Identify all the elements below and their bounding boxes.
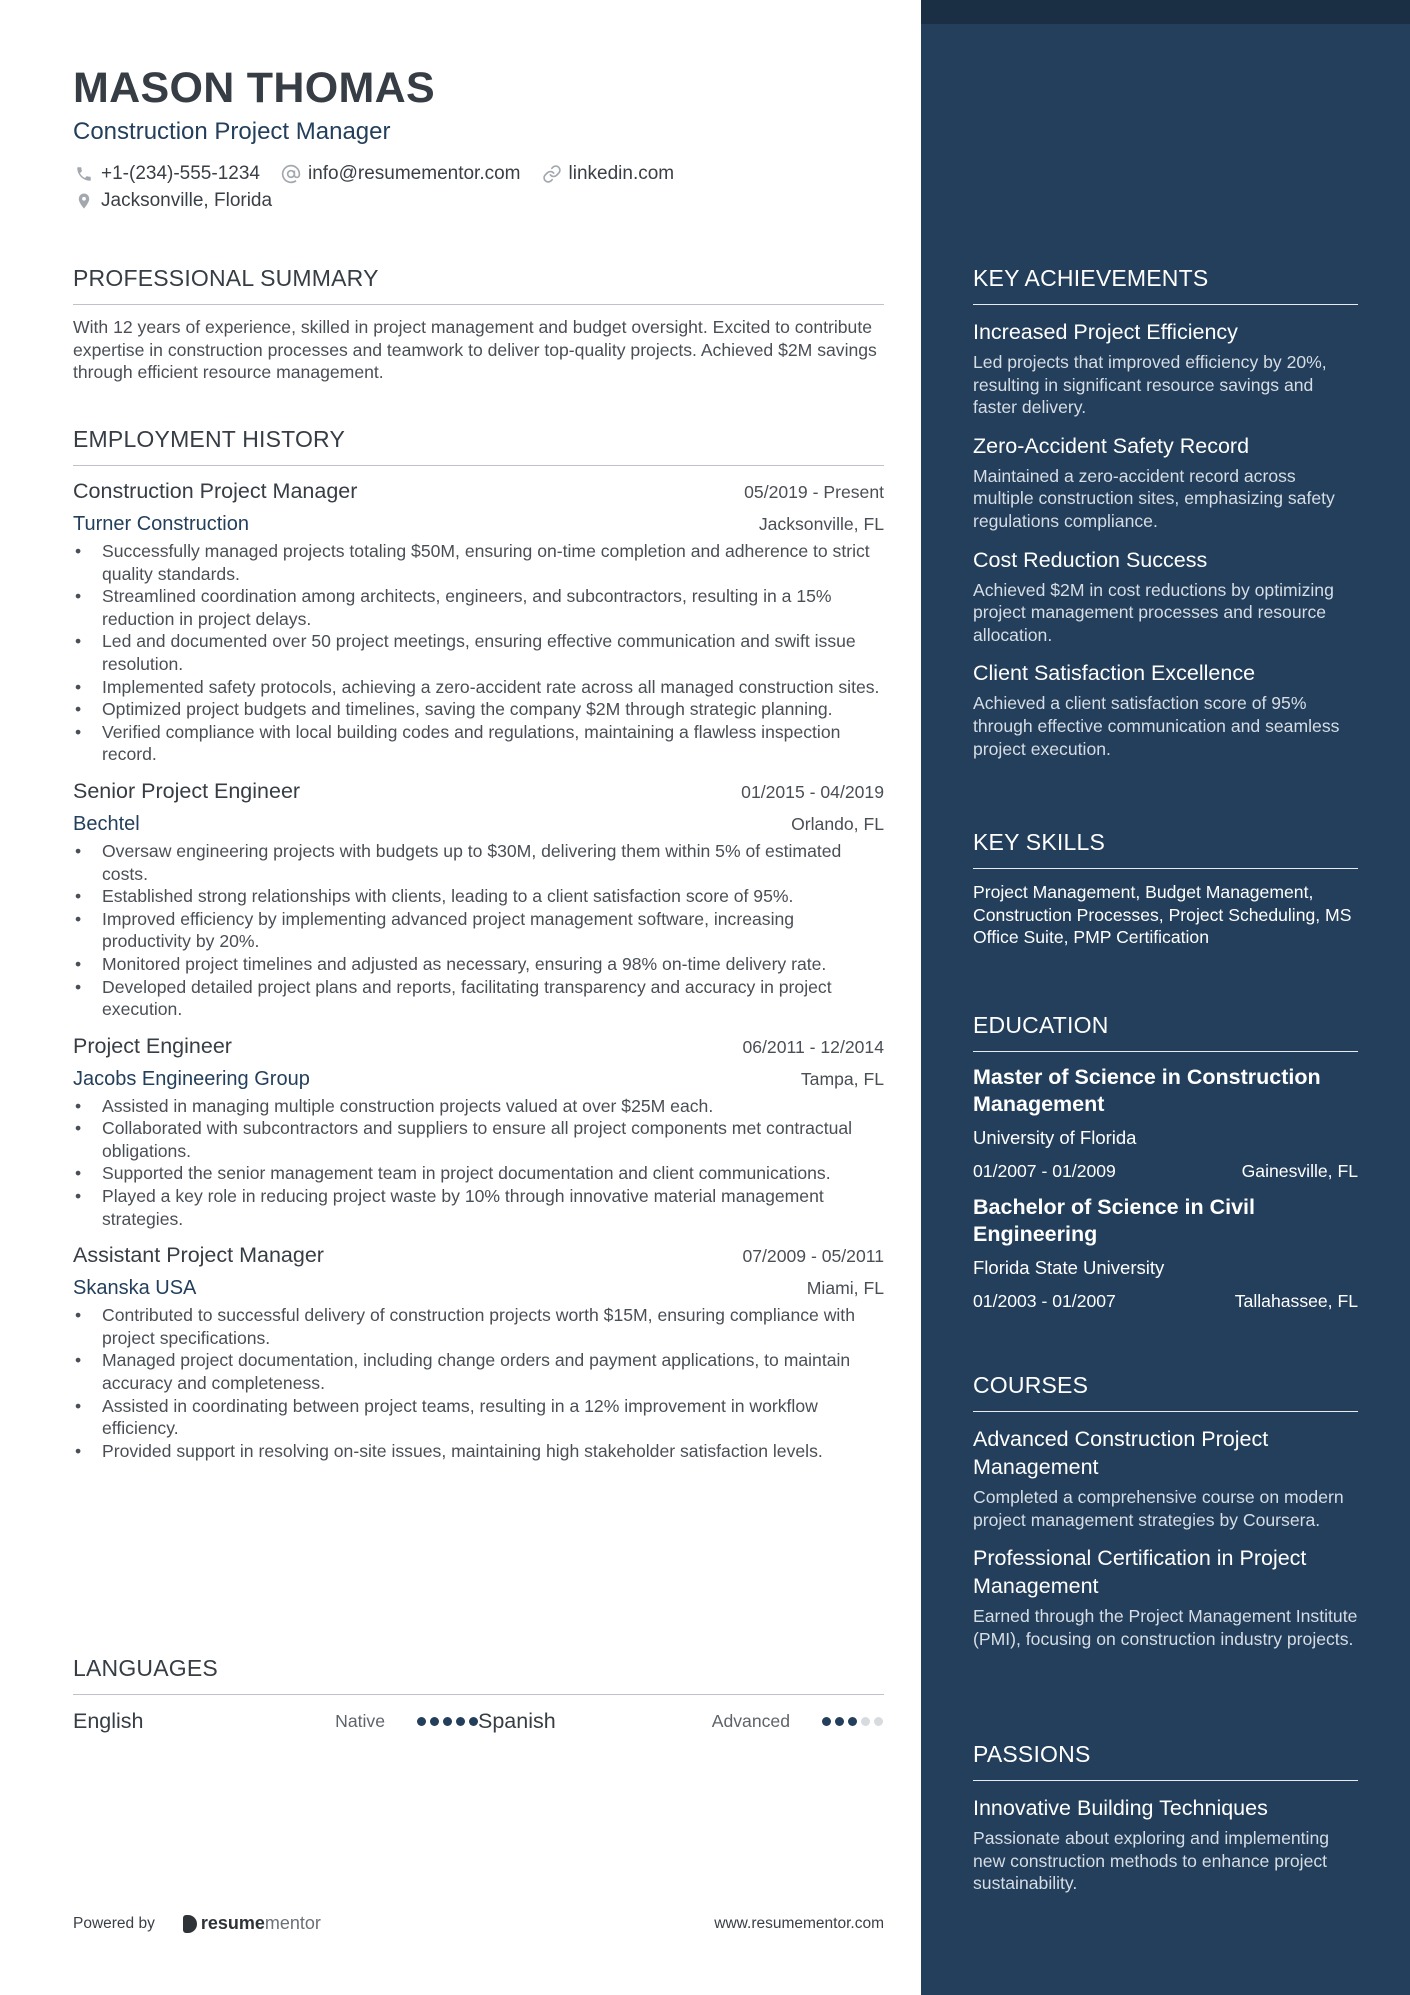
job-subheader (73, 813, 884, 840)
company-name: Jacobs Engineering Group (73, 1067, 310, 1090)
languages-section (73, 1655, 884, 1743)
website-link[interactable]: www.resumementor.com (714, 1914, 884, 1932)
school: University of Florida (973, 1127, 1137, 1148)
brand-light-text: mentor (264, 1913, 321, 1933)
key-achievements-section (973, 265, 1358, 760)
proficiency-dots (417, 1717, 478, 1726)
language-item (478, 1709, 883, 1734)
education-list (973, 1064, 1358, 1312)
bullet-item: • Optimized project budgets and timelines, saving the company $2M through strategic planning. (73, 698, 884, 721)
company-name: Turner Construction (73, 513, 249, 535)
job-header (73, 479, 884, 509)
proficiency-dot (861, 1717, 870, 1726)
education-meta (973, 1291, 1358, 1312)
bullet-item: • Provided support in resolving on-site issues, maintaining high stakeholder satisfaction levels. (73, 1440, 884, 1463)
job-entry (73, 479, 884, 766)
proficiency-dot (469, 1717, 478, 1726)
course (973, 1544, 1358, 1650)
job-subheader (73, 513, 884, 540)
company-name: Skanska USA (73, 1277, 197, 1300)
job-location: Jacksonville, FL (758, 514, 884, 534)
bullet-item: • Implemented safety protocols, achieving a zero-accident rate across all managed construction sites. (73, 676, 884, 699)
achievement-description: Led projects that improved efficiency by 20%, resulting in significant resource savings and faster delivery. (973, 352, 1327, 418)
language-name: English (73, 1708, 144, 1733)
language-level: Advanced (711, 1710, 790, 1731)
powered-by-text: Powered by (73, 1914, 155, 1932)
bullet-item: • Streamlined coordination among architects, engineers, and subcontractors, resulting in a 15% reduction in project delays. (73, 585, 884, 630)
course-description: Earned through the Project Management Institute (PMI), focusing on construction industry projects. (973, 1606, 1358, 1649)
section-title: KEY ACHIEVEMENTS (973, 265, 1358, 305)
achievement-description: Maintained a zero-accident record across multiple construction sites, emphasizing safety regulations compliance. (973, 465, 1335, 531)
bullet-item: • Assisted in managing multiple construction projects valued at over $25M each. (73, 1095, 884, 1118)
job-entry (73, 1034, 884, 1231)
achievement-list (973, 318, 1358, 760)
achievement-title: Increased Project Efficiency (973, 320, 1238, 344)
proficiency-dot (835, 1717, 844, 1726)
proficiency-dot (874, 1717, 883, 1726)
course (973, 1425, 1358, 1531)
course-title: Professional Certification in Project Management (973, 1546, 1307, 1599)
bullet-item: • Contributed to successful delivery of construction projects worth $15M, ensuring compliance with project specifications. (73, 1304, 884, 1349)
bullet-item: • Collaborated with subcontractors and suppliers to ensure all project components met contractual obligations. (73, 1117, 884, 1162)
job-location: Tampa, FL (800, 1068, 884, 1089)
job-bullets (73, 1304, 884, 1462)
achievement (973, 659, 1358, 760)
achievement-description: Achieved $2M in cost reductions by optimizing project management processes and resource allocation. (973, 579, 1334, 645)
contact-info (73, 160, 873, 214)
job-subheader (73, 1068, 884, 1095)
bullet-item: • Verified compliance with local building codes and regulations, maintaining a flawless inspection record. (73, 721, 884, 766)
footer (73, 1913, 884, 1934)
job-location: Miami, FL (806, 1278, 884, 1299)
employment-history-section (73, 426, 884, 1462)
bullet-item: • Developed detailed project plans and reports, facilitating transparency and accuracy in project execution. (73, 976, 884, 1021)
achievement (973, 318, 1358, 419)
education-section (973, 1012, 1358, 1312)
link-icon (541, 163, 563, 185)
professional-summary-section (73, 265, 884, 384)
location-contact (73, 190, 272, 212)
summary-text: With 12 years of experience, skilled in project management and budget oversight. Excited to contribute expertise in construction processes and teamwork to deliver top-quality projects. Achieved $2M savings through efficient resource management. (73, 317, 877, 383)
job-header (73, 1034, 884, 1064)
job-dates: 05/2019 - Present (744, 482, 884, 502)
proficiency-dot (430, 1717, 439, 1726)
school: Florida State University (973, 1257, 1165, 1278)
course-list (973, 1425, 1358, 1650)
proficiency-dot (443, 1717, 452, 1726)
section-title: PROFESSIONAL SUMMARY (73, 265, 884, 305)
education-location: Tallahassee, FL (1234, 1291, 1358, 1311)
job-entry (73, 1243, 884, 1462)
candidate-role: Construction Project Manager (73, 118, 391, 145)
course-title: Advanced Construction Project Management (973, 1427, 1269, 1479)
linkedin-text: linkedin.com (568, 162, 675, 184)
achievement-title: Client Satisfaction Excellence (973, 661, 1256, 686)
job-dates: 01/2015 - 04/2019 (741, 781, 884, 802)
logo-mark-icon (183, 1915, 197, 1933)
job-title: Construction Project Manager (73, 479, 358, 503)
email-contact[interactable] (280, 163, 521, 185)
linkedin-contact[interactable] (541, 163, 675, 185)
proficiency-dot (456, 1717, 465, 1726)
job-entry (73, 779, 884, 1021)
education-dates: 01/2003 - 01/2007 (973, 1291, 1116, 1311)
course-description: Completed a comprehensive course on modern project management strategies by Coursera. (973, 1487, 1344, 1530)
achievement-description: Achieved a client satisfaction score of 95% through effective communication and seamless project execution. (973, 693, 1340, 759)
sidebar-top-bar (921, 0, 1410, 24)
phone-icon (73, 163, 95, 185)
passions-section (973, 1741, 1358, 1895)
job-header (73, 1243, 884, 1273)
job-title: Project Engineer (73, 1033, 232, 1058)
language-list (73, 1699, 884, 1743)
key-skills-section (973, 829, 1358, 949)
job-title: Senior Project Engineer (73, 778, 301, 803)
section-title: PASSIONS (973, 1741, 1358, 1781)
sidebar (921, 0, 1410, 1995)
bullet-item: • Played a key role in reducing project waste by 10% through innovative material management strategies. (73, 1185, 884, 1230)
job-list (73, 479, 884, 1462)
phone-text: +1-(234)-555-1234 (101, 162, 260, 184)
language-level: Native (335, 1710, 385, 1731)
education-entry (973, 1064, 1358, 1182)
achievement (973, 546, 1358, 647)
job-dates: 07/2009 - 05/2011 (742, 1246, 884, 1267)
job-title: Assistant Project Manager (73, 1243, 324, 1268)
job-bullets (73, 540, 884, 766)
bullet-item: • Successfully managed projects totaling $50M, ensuring on-time completion and adherence to strict quality standards. (73, 540, 884, 585)
education-dates: 01/2007 - 01/2009 (973, 1161, 1116, 1181)
job-subheader (73, 1277, 884, 1304)
proficiency-dot (848, 1717, 857, 1726)
passion-description: Passionate about exploring and implementing new construction methods to enhance project sustainability. (973, 1828, 1330, 1894)
job-location: Orlando, FL (791, 813, 884, 834)
job-bullets (73, 840, 884, 1021)
achievement (973, 432, 1358, 533)
location-pin-icon (73, 190, 95, 212)
location-text: Jacksonville, Florida (101, 189, 273, 211)
at-icon (280, 163, 302, 185)
courses-section (973, 1372, 1358, 1650)
achievement-title: Zero-Accident Safety Record (973, 433, 1250, 458)
language-item (73, 1709, 478, 1734)
email-text: info@resumementor.com (307, 162, 521, 184)
section-title: EMPLOYMENT HISTORY (73, 426, 884, 466)
proficiency-dot (417, 1717, 426, 1726)
passion-title: Innovative Building Techniques (973, 1796, 1268, 1820)
bullet-item: • Managed project documentation, including change orders and payment applications, to maintain accuracy and completeness. (73, 1349, 884, 1394)
language-name: Spanish (478, 1708, 556, 1733)
job-dates: 06/2011 - 12/2014 (742, 1036, 884, 1057)
resumementor-logo[interactable] (183, 1913, 321, 1934)
proficiency-dots (822, 1717, 883, 1726)
bullet-item: • Supported the senior management team in project documentation and client communications. (73, 1162, 884, 1185)
skills-text: Project Management, Budget Management, Construction Processes, Project Scheduling, MS Office Suite, PMP Certification (973, 882, 1352, 948)
degree: Master of Science in Construction Management (973, 1065, 1321, 1116)
section-title: LANGUAGES (73, 1655, 884, 1695)
passion-list (973, 1794, 1358, 1895)
powered-by (73, 1913, 321, 1934)
company-name: Bechtel (73, 812, 140, 835)
education-meta (973, 1161, 1358, 1182)
bullet-item: • Led and documented over 50 project meetings, ensuring effective communication and swift issue resolution. (73, 630, 884, 675)
degree: Bachelor of Science in Civil Engineering (973, 1195, 1255, 1246)
education-entry (973, 1194, 1358, 1312)
brand-bold-text: resume (200, 1913, 265, 1933)
bullet-item: • Assisted in coordinating between project teams, resulting in a 12% improvement in workflow efficiency. (73, 1395, 884, 1440)
passion (973, 1794, 1358, 1895)
section-title: COURSES (973, 1372, 1358, 1412)
education-location: Gainesville, FL (1241, 1161, 1358, 1181)
achievement-title: Cost Reduction Success (973, 547, 1208, 572)
candidate-name: MASON THOMAS (73, 64, 435, 112)
proficiency-dot (822, 1717, 831, 1726)
bullet-item: • Monitored project timelines and adjusted as necessary, ensuring a 98% on-time delivery rate. (73, 953, 884, 976)
phone-contact[interactable] (73, 163, 260, 185)
bullet-item: • Improved efficiency by implementing advanced project management software, increasing productivity by 20%. (73, 908, 884, 953)
job-bullets (73, 1095, 884, 1231)
bullet-item: • Established strong relationships with clients, leading to a client satisfaction score of 95%. (73, 885, 884, 908)
section-title: EDUCATION (973, 1012, 1358, 1052)
section-title: KEY SKILLS (973, 829, 1358, 869)
job-header (73, 779, 884, 809)
bullet-item: • Oversaw engineering projects with budgets up to $30M, delivering them within 5% of estimated costs. (73, 840, 884, 885)
